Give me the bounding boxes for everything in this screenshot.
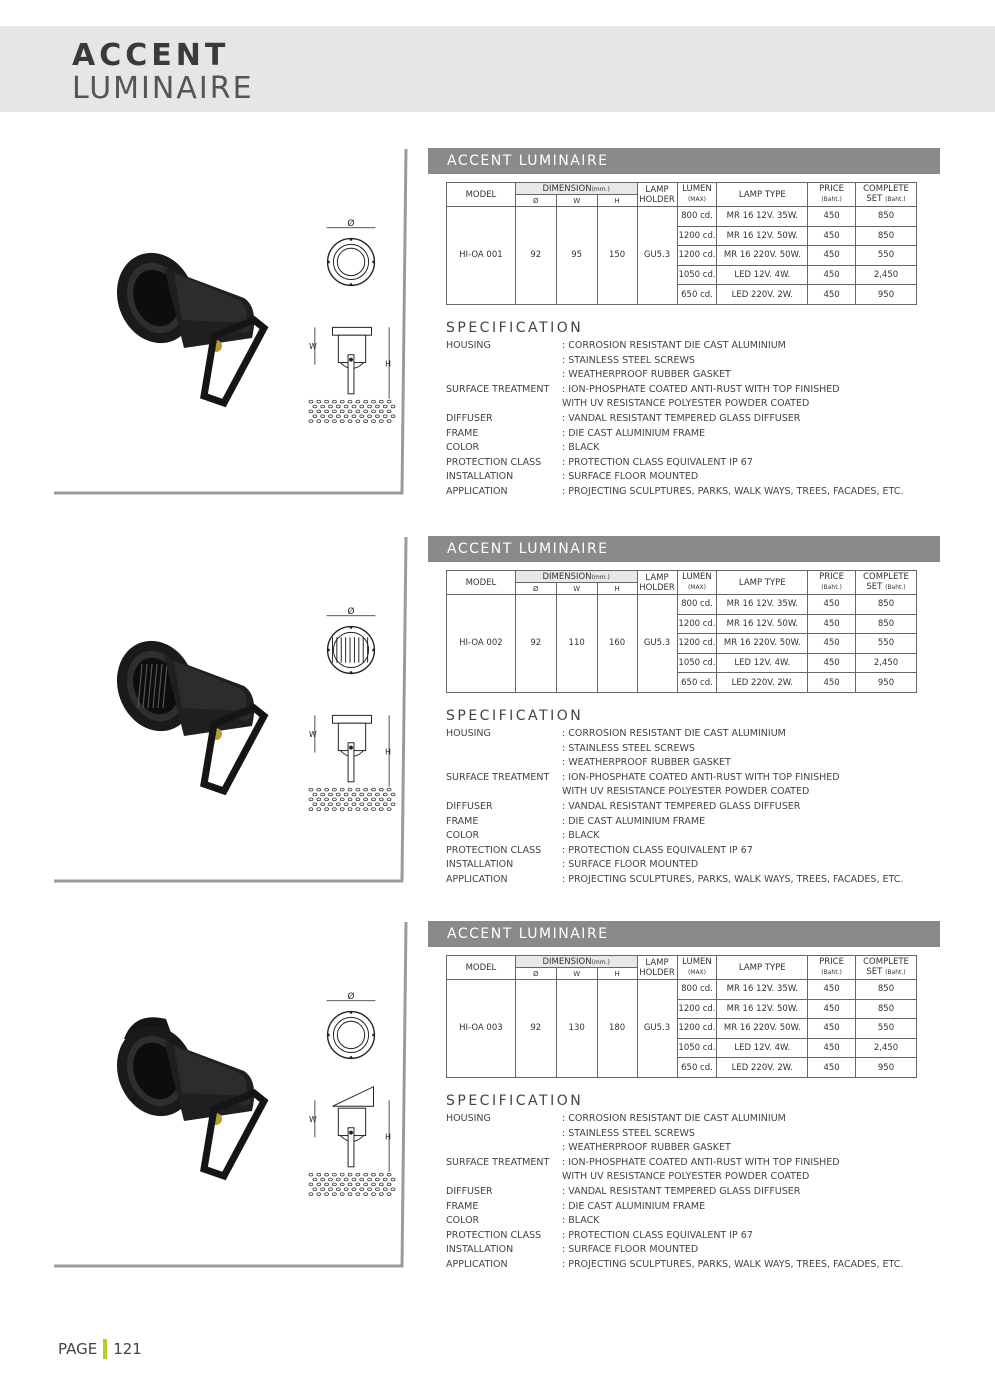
lamp-type-header: LAMP TYPE	[717, 183, 808, 207]
spec-key: DIFFUSER	[446, 1185, 493, 1197]
spec-row	[446, 339, 946, 354]
lamp-type-cell: LED 220V. 2W.	[717, 1058, 808, 1078]
spec-value: : DIE CAST ALUMINIUM FRAME	[562, 427, 706, 439]
price-cell: 450	[808, 980, 856, 1000]
dia-cell: 92	[515, 980, 556, 1078]
lumen-line1: LUMEN	[682, 957, 712, 967]
spec-row	[446, 858, 946, 873]
lamp-holder-line1: LAMP	[645, 572, 669, 583]
spec-row	[446, 470, 946, 485]
price-line1: PRICE	[819, 957, 844, 967]
spec-key: PROTECTION CLASS	[446, 1229, 542, 1241]
spec-key: HOUSING	[446, 340, 491, 351]
spec-key: INSTALLATION	[446, 471, 514, 483]
spec-row	[446, 771, 946, 786]
complete-cell: 550	[856, 246, 917, 266]
dia-cell: 92	[515, 207, 556, 305]
spec-row	[446, 1200, 946, 1215]
model-header: MODEL	[447, 571, 516, 595]
h-header: H	[597, 583, 637, 595]
lamp-type-cell: MR 16 12V. 35W.	[717, 595, 808, 615]
spec-row	[446, 800, 946, 815]
lumen-cell: 650 cd.	[677, 285, 717, 305]
spec-value: : PROTECTION CLASS EQUIVALENT IP 67	[562, 456, 753, 468]
spec-list	[446, 339, 946, 500]
price-header	[808, 956, 856, 980]
spec-value: : PROJECTING SCULPTURES, PARKS, WALK WAYS, TREES, FACADES, ETC.	[562, 873, 904, 885]
complete-line2: SET	[866, 582, 883, 592]
spec-row	[446, 1112, 946, 1127]
h-cell: 150	[597, 207, 637, 305]
spec-heading: SPECIFICATION	[446, 1093, 584, 1109]
dimension-label: DIMENSION	[542, 571, 592, 582]
spec-key	[446, 368, 562, 383]
lamp-type-cell: LED 220V. 2W.	[717, 285, 808, 305]
lumen-line2: (MAX)	[687, 584, 707, 591]
complete-cell: 550	[856, 634, 917, 654]
spec-value: : VANDAL RESISTANT TEMPERED GLASS DIFFUSER	[562, 1185, 801, 1197]
complete-cell: 950	[856, 285, 917, 305]
model-cell: HI-OA 001	[447, 207, 516, 305]
dimension-unit: (mm.)	[591, 958, 610, 966]
page-footer	[58, 1339, 142, 1359]
page-title-line1: ACCENT	[72, 38, 230, 73]
lumen-cell: 650 cd.	[677, 1058, 717, 1078]
lamp-type-cell: MR 16 220V. 50W.	[717, 246, 808, 266]
w-cell: 110	[556, 595, 597, 693]
lamp-type-cell: MR 16 12V. 35W.	[717, 980, 808, 1000]
spec-row	[446, 1258, 946, 1273]
w-header: W	[556, 583, 597, 595]
spec-row	[446, 742, 946, 757]
h-cell: 180	[597, 980, 637, 1078]
complete-cell: 850	[856, 595, 917, 615]
model-cell: HI-OA 003	[447, 980, 516, 1078]
lamp-type-cell: LED 12V. 4W.	[717, 653, 808, 673]
dimension-label: DIMENSION	[542, 183, 592, 194]
spec-key: SURFACE TREATMENT	[446, 383, 550, 395]
spec-row	[446, 456, 946, 471]
complete-set-header	[856, 183, 917, 207]
spec-list	[446, 1112, 946, 1273]
spec-row	[446, 756, 946, 771]
model-header: MODEL	[447, 183, 516, 207]
h-label: H	[385, 359, 392, 369]
spec-key: APPLICATION	[446, 873, 508, 885]
spec-value: : PROTECTION CLASS EQUIVALENT IP 67	[562, 1229, 753, 1241]
w-label: W	[309, 729, 317, 739]
complete-cell: 850	[856, 999, 917, 1019]
complete-set-header	[856, 571, 917, 595]
spec-key: SURFACE TREATMENT	[446, 1156, 550, 1168]
lamp-holder-header	[637, 571, 677, 595]
lamp-type-cell: LED 220V. 2W.	[717, 673, 808, 693]
complete-cell: 850	[856, 614, 917, 634]
product-title-bar: ACCENT LUMINAIRE	[428, 921, 940, 947]
complete-line3: (Baht.)	[885, 584, 906, 591]
price-cell: 450	[808, 265, 856, 285]
product-image-panel	[54, 148, 410, 498]
spec-heading: SPECIFICATION	[446, 320, 584, 336]
dimension-unit: (mm.)	[591, 573, 610, 581]
complete-set-header	[856, 956, 917, 980]
spec-key	[446, 1141, 562, 1156]
spec-row	[446, 1141, 946, 1156]
lumen-cell: 1200 cd.	[677, 226, 717, 246]
page-number: 121	[113, 1340, 142, 1358]
spec-key: FRAME	[446, 427, 479, 439]
lamp-type-cell: MR 16 12V. 50W.	[717, 999, 808, 1019]
spec-key: COLOR	[446, 1215, 480, 1227]
lumen-line1: LUMEN	[682, 184, 712, 194]
lamp-holder-header	[637, 183, 677, 207]
spec-key: HOUSING	[446, 728, 491, 739]
lamp-dimension-drawing	[304, 991, 399, 1201]
lamp-type-cell: LED 12V. 4W.	[717, 1038, 808, 1058]
complete-cell: 850	[856, 226, 917, 246]
complete-cell: 2,450	[856, 265, 917, 285]
dia-cell: 92	[515, 595, 556, 693]
lamp-holder-line1: LAMP	[645, 957, 669, 968]
price-cell: 450	[808, 614, 856, 634]
w-header: W	[556, 195, 597, 207]
spec-row	[446, 815, 946, 830]
price-cell: 450	[808, 653, 856, 673]
dia-header: Ø	[515, 968, 556, 980]
dia-header: Ø	[515, 195, 556, 207]
spec-value: : SURFACE FLOOR MOUNTED	[562, 859, 699, 871]
dia-label: Ø	[347, 991, 355, 1002]
footer-accent-bar	[103, 1339, 107, 1359]
lumen-cell: 800 cd.	[677, 595, 717, 615]
h-cell: 160	[597, 595, 637, 693]
price-cell: 450	[808, 285, 856, 305]
spec-key	[446, 1127, 562, 1142]
price-cell: 450	[808, 1058, 856, 1078]
spec-row	[446, 1156, 946, 1171]
spec-key	[446, 785, 562, 800]
product-image-panel	[54, 536, 410, 886]
spec-value: : BLACK	[562, 830, 600, 842]
price-line2: (Baht.)	[821, 584, 842, 591]
price-line2: (Baht.)	[821, 969, 842, 976]
w-cell: 95	[556, 207, 597, 305]
spec-key: INSTALLATION	[446, 859, 514, 871]
complete-line2: SET	[866, 967, 883, 977]
lumen-line2: (MAX)	[687, 969, 707, 976]
spec-key	[446, 397, 562, 412]
spec-value: : BLACK	[562, 1215, 600, 1227]
lamp-type-header: LAMP TYPE	[717, 571, 808, 595]
lumen-cell: 800 cd.	[677, 207, 717, 227]
page-label: PAGE	[58, 1340, 98, 1358]
lumen-line1: LUMEN	[682, 572, 712, 582]
lamp-type-cell: MR 16 12V. 50W.	[717, 614, 808, 634]
complete-cell: 550	[856, 1019, 917, 1039]
complete-line1: COMPLETE	[863, 572, 909, 582]
dimension-header	[515, 571, 637, 583]
spec-row	[446, 383, 946, 398]
complete-cell: 950	[856, 1058, 917, 1078]
spec-row	[446, 441, 946, 456]
lamp-holder-line2: HOLDER	[639, 194, 675, 205]
complete-cell: 950	[856, 673, 917, 693]
spec-value: : STAINLESS STEEL SCREWS	[562, 742, 695, 754]
lamp-type-cell: MR 16 12V. 50W.	[717, 226, 808, 246]
lumen-cell: 1200 cd.	[677, 999, 717, 1019]
spec-key: PROTECTION CLASS	[446, 456, 542, 468]
spec-key: FRAME	[446, 815, 479, 827]
price-cell: 450	[808, 1019, 856, 1039]
spec-value: : VANDAL RESISTANT TEMPERED GLASS DIFFUSER	[562, 800, 801, 812]
spec-row	[446, 368, 946, 383]
spec-row	[446, 427, 946, 442]
dimension-header	[515, 183, 637, 195]
complete-cell: 2,450	[856, 653, 917, 673]
spec-row	[446, 1127, 946, 1142]
price-cell: 450	[808, 999, 856, 1019]
spec-value: : PROJECTING SCULPTURES, PARKS, WALK WAYS, TREES, FACADES, ETC.	[562, 1258, 904, 1270]
complete-cell: 2,450	[856, 1038, 917, 1058]
lamp-photo-icon	[104, 616, 274, 806]
product-title-bar: ACCENT LUMINAIRE	[428, 536, 940, 562]
product-image-panel	[54, 921, 410, 1271]
h-label: H	[385, 747, 392, 757]
lamp-dimension-drawing	[304, 218, 399, 428]
dia-label: Ø	[347, 606, 355, 617]
spec-key	[446, 1170, 562, 1185]
spec-value: : CORROSION RESISTANT DIE CAST ALUMINIUM	[562, 728, 786, 739]
spec-value: : STAINLESS STEEL SCREWS	[562, 1127, 695, 1139]
product-table	[446, 182, 917, 305]
spec-value: : ION-PHOSPHATE COATED ANTI-RUST WITH TOP FINISHED	[562, 771, 840, 783]
page-title-line2: LUMINAIRE	[72, 71, 254, 106]
lumen-cell: 1050 cd.	[677, 265, 717, 285]
spec-row	[446, 485, 946, 500]
lamp-dimension-drawing	[304, 606, 399, 816]
dimension-label: DIMENSION	[542, 956, 592, 967]
lumen-cell: 1200 cd.	[677, 1019, 717, 1039]
lumen-cell: 1200 cd.	[677, 614, 717, 634]
spec-value: : PROTECTION CLASS EQUIVALENT IP 67	[562, 844, 753, 856]
lumen-header	[677, 571, 717, 595]
price-line1: PRICE	[819, 572, 844, 582]
spec-row	[446, 1170, 946, 1185]
dia-label: Ø	[347, 218, 355, 229]
spec-value: WITH UV RESISTANCE POLYESTER POWDER COATED	[562, 786, 810, 798]
spec-key: COLOR	[446, 830, 480, 842]
price-line1: PRICE	[819, 184, 845, 194]
lumen-line2: (MAX)	[687, 196, 707, 203]
spec-row	[446, 727, 946, 742]
complete-line1: COMPLETE	[863, 957, 909, 967]
spec-key: DIFFUSER	[446, 800, 493, 812]
spec-list	[446, 727, 946, 888]
lamp-holder-line1: LAMP	[645, 184, 669, 195]
lumen-cell: 1200 cd.	[677, 634, 717, 654]
spec-key: PROTECTION CLASS	[446, 844, 542, 856]
lamp-holder-line2: HOLDER	[639, 967, 675, 978]
spec-row	[446, 844, 946, 859]
lamp-type-cell: MR 16 220V. 50W.	[717, 634, 808, 654]
spec-value: : STAINLESS STEEL SCREWS	[562, 354, 695, 366]
price-header	[808, 571, 856, 595]
lamp-photo-icon	[104, 1001, 274, 1191]
spec-row	[446, 785, 946, 800]
lamp-type-cell: MR 16 220V. 50W.	[717, 1019, 808, 1039]
price-cell: 450	[808, 1038, 856, 1058]
spec-row	[446, 354, 946, 369]
lumen-cell: 800 cd.	[677, 980, 717, 1000]
holder-cell: GU5.3	[637, 980, 677, 1078]
spec-value: : DIE CAST ALUMINIUM FRAME	[562, 815, 706, 827]
dimension-unit: (mm.)	[591, 185, 610, 193]
lumen-cell: 1200 cd.	[677, 246, 717, 266]
h-header: H	[597, 968, 637, 980]
h-header: H	[597, 195, 637, 207]
spec-key	[446, 756, 562, 771]
spec-value: : ION-PHOSPHATE COATED ANTI-RUST WITH TOP FINISHED	[562, 1156, 840, 1168]
spec-value: : WEATHERPROOF RUBBER GASKET	[562, 369, 731, 381]
spec-row	[446, 1185, 946, 1200]
lamp-type-header: LAMP TYPE	[717, 956, 808, 980]
spec-key	[446, 354, 562, 369]
page-header	[0, 26, 995, 112]
spec-value: : SURFACE FLOOR MOUNTED	[562, 1244, 699, 1256]
w-label: W	[309, 341, 317, 351]
product-title-bar: ACCENT LUMINAIRE	[428, 148, 940, 174]
spec-row	[446, 873, 946, 888]
w-label: W	[309, 1114, 317, 1124]
h-label: H	[385, 1132, 392, 1142]
lamp-holder-header	[637, 956, 677, 980]
lamp-type-cell: MR 16 12V. 35W.	[717, 207, 808, 227]
spec-value: : DIE CAST ALUMINIUM FRAME	[562, 1200, 706, 1212]
spec-value: : CORROSION RESISTANT DIE CAST ALUMINIUM	[562, 340, 786, 351]
lumen-header	[677, 956, 717, 980]
spec-key: FRAME	[446, 1200, 479, 1212]
price-cell: 450	[808, 595, 856, 615]
spec-value: : WEATHERPROOF RUBBER GASKET	[562, 1142, 731, 1154]
complete-line1: COMPLETE	[863, 184, 909, 194]
complete-cell: 850	[856, 980, 917, 1000]
spec-value: : CORROSION RESISTANT DIE CAST ALUMINIUM	[562, 1113, 786, 1124]
product-table	[446, 955, 917, 1078]
table-row	[447, 207, 917, 227]
spec-key: HOUSING	[446, 1113, 491, 1124]
spec-row	[446, 1214, 946, 1229]
product-section	[0, 536, 995, 906]
spec-value: : ION-PHOSPHATE COATED ANTI-RUST WITH TOP FINISHED	[562, 383, 840, 395]
lamp-photo-icon	[104, 228, 274, 418]
complete-cell: 850	[856, 207, 917, 227]
spec-key: APPLICATION	[446, 485, 508, 497]
dia-header: Ø	[515, 583, 556, 595]
spec-value: : SURFACE FLOOR MOUNTED	[562, 471, 699, 483]
spec-value: WITH UV RESISTANCE POLYESTER POWDER COATED	[562, 1171, 810, 1183]
spec-value: : BLACK	[562, 442, 600, 454]
spec-value: : WEATHERPROOF RUBBER GASKET	[562, 757, 731, 769]
complete-line2: SET	[866, 194, 883, 204]
spec-row	[446, 412, 946, 427]
w-cell: 130	[556, 980, 597, 1078]
product-section	[0, 921, 995, 1291]
spec-value: : PROJECTING SCULPTURES, PARKS, WALK WAYS, TREES, FACADES, ETC.	[562, 485, 904, 497]
model-cell: HI-OA 002	[447, 595, 516, 693]
spec-row	[446, 829, 946, 844]
price-cell: 450	[808, 634, 856, 654]
lumen-cell: 1050 cd.	[677, 1038, 717, 1058]
spec-row	[446, 1243, 946, 1258]
lumen-header	[677, 183, 717, 207]
spec-key: DIFFUSER	[446, 412, 493, 424]
spec-value: : VANDAL RESISTANT TEMPERED GLASS DIFFUSER	[562, 412, 801, 424]
spec-key: COLOR	[446, 442, 480, 454]
spec-key: SURFACE TREATMENT	[446, 771, 550, 783]
table-row	[447, 595, 917, 615]
spec-key: INSTALLATION	[446, 1244, 514, 1256]
price-cell: 450	[808, 246, 856, 266]
complete-line3: (Baht.)	[885, 969, 906, 976]
price-cell: 450	[808, 207, 856, 227]
lamp-type-cell: LED 12V. 4W.	[717, 265, 808, 285]
price-line2: (Baht.)	[821, 196, 842, 203]
table-row	[447, 980, 917, 1000]
price-header	[808, 183, 856, 207]
lamp-holder-line2: HOLDER	[639, 582, 675, 593]
spec-key: APPLICATION	[446, 1258, 508, 1270]
spec-row	[446, 1229, 946, 1244]
holder-cell: GU5.3	[637, 207, 677, 305]
price-cell: 450	[808, 226, 856, 246]
spec-heading: SPECIFICATION	[446, 708, 584, 724]
price-cell: 450	[808, 673, 856, 693]
spec-value: WITH UV RESISTANCE POLYESTER POWDER COATED	[562, 398, 810, 410]
w-header: W	[556, 968, 597, 980]
holder-cell: GU5.3	[637, 595, 677, 693]
lumen-cell: 650 cd.	[677, 673, 717, 693]
complete-line3: (Baht.)	[885, 196, 906, 203]
spec-key	[446, 742, 562, 757]
lumen-cell: 1050 cd.	[677, 653, 717, 673]
model-header: MODEL	[447, 956, 516, 980]
product-table	[446, 570, 917, 693]
product-section	[0, 148, 995, 518]
spec-row	[446, 397, 946, 412]
dimension-header	[515, 956, 637, 968]
